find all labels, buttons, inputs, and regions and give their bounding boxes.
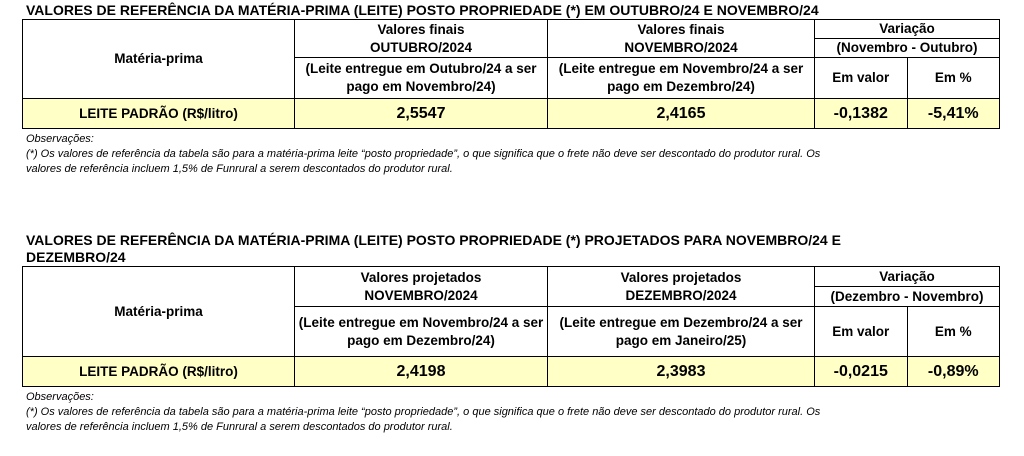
header-em-pct: Em % xyxy=(907,307,1000,357)
observations xyxy=(26,390,1007,435)
header-col1-title: Valores projetados xyxy=(360,269,482,285)
header-variacao-sub: (Novembro - Outubro) xyxy=(815,39,1000,58)
observations-line2: valores de referência incluem 1,5% de Funrural a serem descontados do produtor rural. xyxy=(26,421,453,433)
header-variacao: Variação xyxy=(815,267,1000,287)
header-col2 xyxy=(548,267,815,307)
header-col2-month: DEZEMBRO/2024 xyxy=(625,287,737,303)
observations xyxy=(26,132,1007,177)
header-col2-note: (Leite entregue em Novembro/24 a ser pago em Dezembro/24) xyxy=(548,58,815,99)
header-em-valor: Em valor xyxy=(815,58,908,99)
header-col1-month: OUTUBRO/2024 xyxy=(369,39,473,55)
variation-value: -0,0215 xyxy=(815,357,908,387)
header-col1-title: Valores finais xyxy=(377,21,465,37)
table-title xyxy=(26,232,1007,266)
reference-table-october-november xyxy=(22,2,1007,177)
header-col1-note: (Leite entregue em Novembro/24 a ser pago em Dezembro/24) xyxy=(295,307,548,357)
observations-line2: valores de referência incluem 1,5% de Funrural a serem descontados do produtor rural. xyxy=(26,163,453,175)
observations-label: Observações: xyxy=(26,133,94,145)
header-col2-title: Valores projetados xyxy=(620,269,742,285)
header-col1 xyxy=(295,20,548,58)
table-title-line2: DEZEMBRO/24 xyxy=(26,249,126,265)
header-em-valor: Em valor xyxy=(815,307,908,357)
header-col2-note: (Leite entregue em Dezembro/24 a ser pago em Janeiro/25) xyxy=(548,307,815,357)
reference-table xyxy=(22,19,1000,129)
header-col1-month: NOVEMBRO/2024 xyxy=(364,287,478,303)
header-variacao-sub: (Dezembro - Novembro) xyxy=(815,287,1000,307)
header-materia-prima: Matéria-prima xyxy=(23,267,295,357)
table-title-line1: VALORES DE REFERÊNCIA DA MATÉRIA-PRIMA (LEITE) POSTO PROPRIEDADE (*) PROJETADOS PARA NOVEMBRO/24 E xyxy=(26,232,841,248)
observations-label: Observações: xyxy=(26,391,94,403)
header-variacao: Variação xyxy=(815,20,1000,39)
value-col1: 2,4198 xyxy=(295,357,548,387)
row-label: LEITE PADRÃO (R$/litro) xyxy=(23,99,295,129)
value-col1: 2,5547 xyxy=(295,99,548,129)
header-em-pct: Em % xyxy=(907,58,1000,99)
table-title: VALORES DE REFERÊNCIA DA MATÉRIA-PRIMA (LEITE) POSTO PROPRIEDADE (*) EM OUTUBRO/24 E NOVEMBRO/24 xyxy=(26,2,819,18)
variation-pct: -5,41% xyxy=(907,99,1000,129)
value-col2: 2,3983 xyxy=(548,357,815,387)
observations-line1: (*) Os valores de referência da tabela são para a matéria-prima leite “posto propriedade”, o que significa que o frete não deve ser descontado do produtor rural. Os xyxy=(26,406,821,418)
header-col2 xyxy=(548,20,815,58)
reference-table xyxy=(22,266,1000,387)
header-col2-title: Valores finais xyxy=(637,21,725,37)
observations-line1: (*) Os valores de referência da tabela são para a matéria-prima leite “posto propriedade”, o que significa que o frete não deve ser descontado do produtor rural. Os xyxy=(26,148,821,160)
variation-value: -0,1382 xyxy=(815,99,908,129)
header-materia-prima: Matéria-prima xyxy=(23,20,295,99)
row-label: LEITE PADRÃO (R$/litro) xyxy=(23,357,295,387)
reference-table-november-december xyxy=(22,232,1007,435)
variation-pct: -0,89% xyxy=(907,357,1000,387)
header-col1 xyxy=(295,267,548,307)
header-col1-note: (Leite entregue em Outubro/24 a ser pago em Novembro/24) xyxy=(295,58,548,99)
header-col2-month: NOVEMBRO/2024 xyxy=(624,39,738,55)
value-col2: 2,4165 xyxy=(548,99,815,129)
